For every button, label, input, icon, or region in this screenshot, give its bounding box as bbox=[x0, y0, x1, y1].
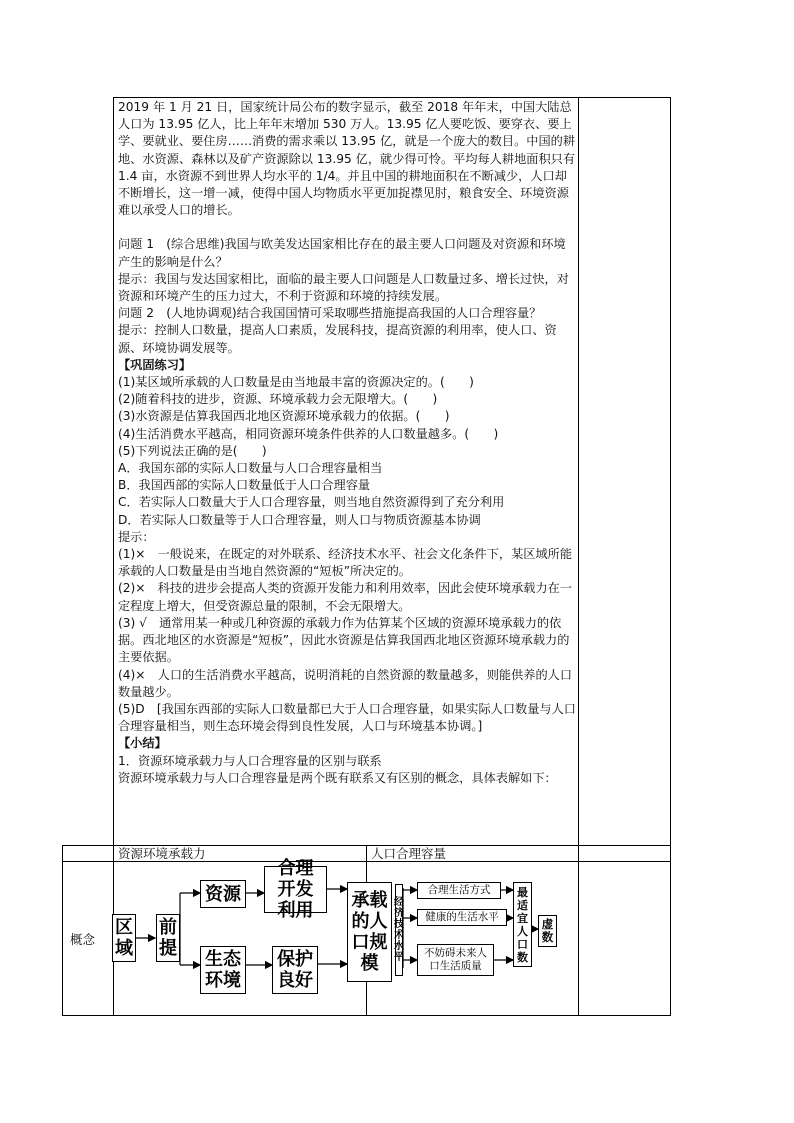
answer-item: (3) √ 通常用某一种或几种资源的承载力作为估算某个区域的资源环境承载力的依据。西北地区的水资源是“短板”，因此水资源是估算我国西北地区资源环境承载力的主要依据。 bbox=[118, 615, 570, 665]
practice-item: (4)生活消费水平越高，相同资源环境条件供养的人口数量越多。( ) bbox=[118, 426, 499, 441]
rational-lifestyle-box-label: 合理生活方式 bbox=[427, 884, 491, 896]
future-quality-box-label: 不妨碍未来人口生活质量 bbox=[424, 947, 487, 972]
table-header-col1: 资源环境承载力 bbox=[118, 846, 206, 861]
optimal-population-box bbox=[513, 882, 532, 967]
summary-point: 1．资源环境承载力与人口合理容量的区别与联系 bbox=[118, 753, 382, 768]
answer-item: (1)× 一般说来，在既定的对外联系、经济技术水平、社会文化条件下，某区域所能承载的人口数量是由当地自然资源的“短板”所决定的。 bbox=[118, 547, 573, 579]
premise-box-label: 前提 bbox=[159, 917, 177, 959]
virtual-number-box bbox=[538, 915, 557, 947]
option-c: C．若实际人口数量大于人口合理容量，则当地自然资源得到了充分利用 bbox=[118, 495, 505, 510]
carrying-capacity-box-label: 承载的人口规模 bbox=[351, 890, 388, 974]
summary-heading: 【小结】 bbox=[118, 736, 167, 751]
tech-level-bracket-label: 经济技术水平 bbox=[394, 897, 404, 963]
answer-2: 提示：控制人口数量，提高人口素质，发展科技，提高资源的利用率，使人口、资源、环境协调发展等。 bbox=[118, 323, 557, 355]
practice-heading: 【巩固练习】 bbox=[118, 357, 192, 372]
hint-label: 提示： bbox=[118, 529, 155, 544]
question-2: 问题 2 (人地协调观)结合我国国情可采取哪些措施提高我国的人口合理容量？ bbox=[118, 306, 542, 321]
region-box-label: 区域 bbox=[115, 917, 133, 959]
tech-level-bracket bbox=[395, 884, 403, 976]
option-d: D．若实际人口数量等于人口合理容量，则人口与物质资源基本协调 bbox=[118, 512, 481, 527]
intro-paragraph: 2019 年 1 月 21 日，国家统计局公布的数字显示，截至 2018 年年末，中国大陆总人口为 13.95 亿人，比上年年末增加 530 万人。13.95 亿人要吃饭、要穿衣、要上学、要就业、要住房……消费的需求乘以 13.95 亿，就是一个庞大的数目。中国的耕地、水资源、森林以及矿产资源除以 13.95 亿，就少得可怜。平均每人耕地面积只有 1.4 亩，水资源不到世界人均水平的 1/4。并且中国的耕地面积在不断减少，人口却不断增长，这一增一减，使得中国人均物质水平更加捉襟见肘，粮食安全、环境资源难以承受人口的增长。 bbox=[118, 100, 576, 218]
region-box bbox=[112, 914, 136, 962]
virtual-number-box-label: 虚数 bbox=[541, 917, 554, 944]
option-b: B．我国西部的实际人口数量低于人口合理容量 bbox=[118, 478, 371, 493]
option-a: A．我国东部的实际人口数量与人口合理容量相当 bbox=[118, 461, 383, 476]
answer-item: (2)× 科技的进步会提高人类的资源开发能力和利用效率，因此会使环境承载力在一定程度上增大，但受资源总量的限制，不会无限增大。 bbox=[118, 581, 573, 613]
eco-environment-box bbox=[200, 946, 246, 994]
resource-box bbox=[200, 880, 246, 908]
table-header-col2: 人口合理容量 bbox=[371, 846, 447, 861]
summary-text: 资源环境承载力与人口合理容量是两个既有联系又有区别的概念，具体表解如下： bbox=[118, 770, 557, 785]
practice-item: (5)下列说法正确的是( ) bbox=[118, 443, 267, 458]
rational-use-box bbox=[264, 858, 327, 921]
healthy-living-box bbox=[417, 909, 507, 926]
answer-item: (5)D [我国东西部的实际人口数量都已大于人口合理容量，如果实际人口数量与人口合理容量相当，则生态环境会得到良性发展，人口与环境基本协调。] bbox=[118, 701, 576, 734]
rational-lifestyle-box bbox=[417, 882, 501, 899]
premise-box bbox=[156, 914, 180, 962]
healthy-living-box-label: 健康的生活水平 bbox=[425, 911, 499, 923]
question-1: 问题 1 (综合思维)我国与欧美发达国家相比存在的最主要人口问题及对资源和环境产生的影响是什么？ bbox=[118, 237, 566, 269]
protect-box bbox=[272, 946, 318, 994]
row-label-concept: 概念 bbox=[70, 932, 96, 947]
optimal-population-box-label: 最适宜人口数 bbox=[517, 885, 528, 964]
practice-item: (2)随着科技的进步，资源、环境承载力会无限增大。( ) bbox=[118, 392, 438, 407]
rational-use-box-label: 合理开发利用 bbox=[277, 858, 314, 921]
practice-item: (3)水资源是估算我国西北地区资源环境承载力的依据。( ) bbox=[118, 409, 450, 424]
answer-item: (4)× 人口的生活消费水平越高，说明消耗的自然资源的数量越多，则能供养的人口数量越少。 bbox=[118, 667, 573, 699]
answer-1: 提示：我国与发达国家相比，面临的最主要人口问题是人口数量过多、增长过快，对资源和环境产生的压力过大，不利于资源和环境的持续发展。 bbox=[118, 271, 569, 304]
carrying-capacity-box bbox=[347, 882, 392, 982]
protect-box-label: 保护良好 bbox=[277, 949, 313, 991]
eco-environment-box-label: 生态环境 bbox=[205, 949, 241, 991]
resource-box-label: 资源 bbox=[205, 883, 241, 905]
practice-item: (1)某区域所承载的人口数量是由当地最丰富的资源决定的。( ) bbox=[118, 375, 474, 390]
future-quality-box bbox=[417, 944, 494, 976]
